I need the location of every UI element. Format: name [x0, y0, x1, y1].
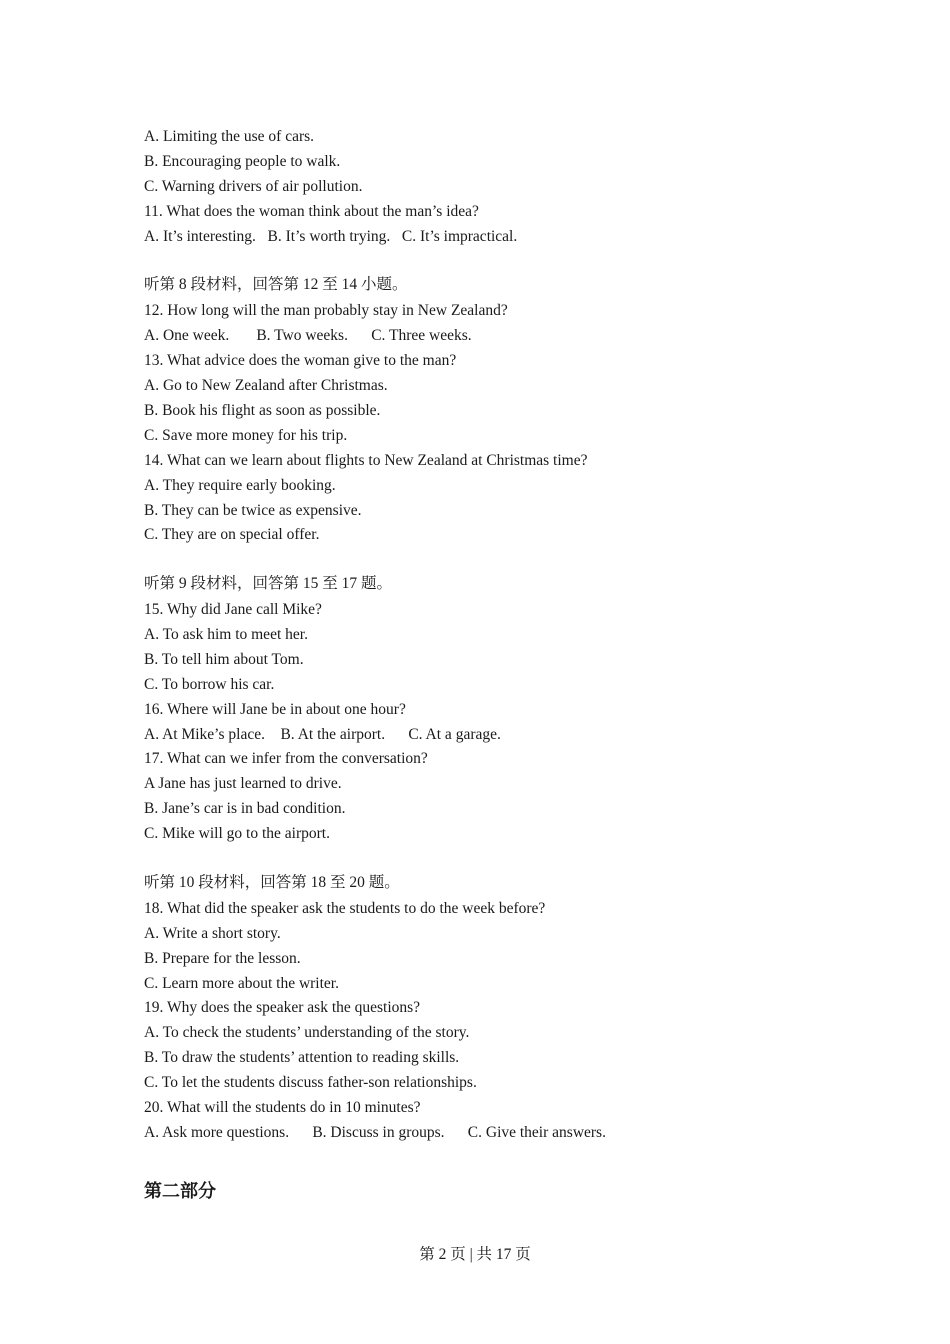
- section-instruction-9: 听第 9 段材料，回答第 15 至 17 题。: [144, 575, 393, 592]
- options-20: A. Ask more questions. B. Discuss in groups. C. Give their answers.: [144, 1124, 606, 1141]
- question-17: 17. What can we infer from the conversation?: [144, 750, 428, 767]
- question-19: 19. Why does the speaker ask the questions?: [144, 999, 421, 1016]
- options-16: A. At Mike’s place. B. At the airport. C. At a garage.: [144, 726, 501, 743]
- option-line: B. They can be twice as expensive.: [144, 502, 362, 519]
- option-line: C. Warning drivers of air pollution.: [144, 178, 363, 195]
- option-line: A. Limiting the use of cars.: [144, 128, 315, 145]
- question-14: 14. What can we learn about flights to New Zealand at Christmas time?: [144, 452, 588, 469]
- options-11: A. It’s interesting. B. It’s worth trying. C. It’s impractical.: [144, 228, 518, 245]
- question-12: 12. How long will the man probably stay in New Zealand?: [144, 302, 508, 319]
- question-13: 13. What advice does the woman give to the man?: [144, 352, 457, 369]
- option-line: C. Mike will go to the airport.: [144, 825, 330, 842]
- option-line: A. To check the students’ understanding of the story.: [144, 1024, 470, 1041]
- section-instruction-10: 听第 10 段材料，回答第 18 至 20 题。: [144, 874, 400, 891]
- page-footer: 第 2 页 | 共 17 页: [419, 1246, 531, 1263]
- option-line: C. Learn more about the writer.: [144, 975, 339, 992]
- option-line: C. To let the students discuss father-son relationships.: [144, 1074, 477, 1091]
- option-line: B. To tell him about Tom.: [144, 651, 304, 668]
- option-line: A Jane has just learned to drive.: [144, 775, 342, 792]
- section-instruction-8: 听第 8 段材料，回答第 12 至 14 小题。: [144, 276, 408, 293]
- question-20: 20. What will the students do in 10 minutes?: [144, 1099, 421, 1116]
- question-16: 16. Where will Jane be in about one hour?: [144, 701, 406, 718]
- option-line: B. Prepare for the lesson.: [144, 950, 301, 967]
- option-line: A. They require early booking.: [144, 477, 336, 494]
- option-line: A. Go to New Zealand after Christmas.: [144, 377, 388, 394]
- options-12: A. One week. B. Two weeks. C. Three weeks.: [144, 327, 472, 344]
- question-15: 15. Why did Jane call Mike?: [144, 601, 322, 618]
- section-heading: 第二部分: [144, 1181, 216, 1202]
- option-line: B. Jane’s car is in bad condition.: [144, 800, 346, 817]
- option-line: C. Save more money for his trip.: [144, 427, 348, 444]
- option-line: B. Book his flight as soon as possible.: [144, 402, 381, 419]
- option-line: C. They are on special offer.: [144, 526, 320, 543]
- option-line: B. Encouraging people to walk.: [144, 153, 341, 170]
- option-line: C. To borrow his car.: [144, 676, 275, 693]
- question-11: 11. What does the woman think about the man’s idea?: [144, 203, 479, 220]
- option-line: A. Write a short story.: [144, 925, 281, 942]
- question-18: 18. What did the speaker ask the students to do the week before?: [144, 900, 546, 917]
- option-line: A. To ask him to meet her.: [144, 626, 308, 643]
- option-line: B. To draw the students’ attention to reading skills.: [144, 1049, 460, 1066]
